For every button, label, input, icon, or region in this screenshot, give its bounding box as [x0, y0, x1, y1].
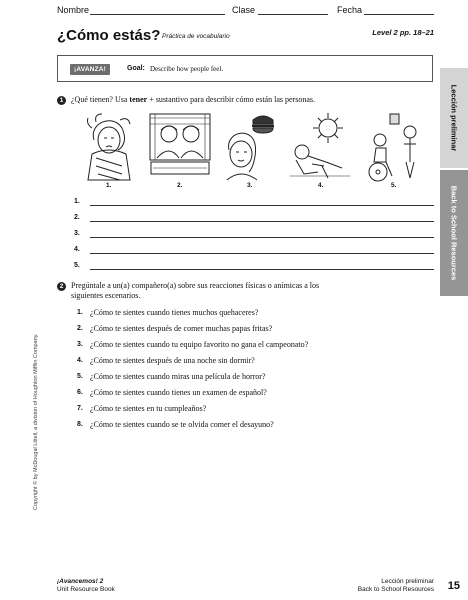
name-field[interactable] — [90, 14, 225, 15]
name-label: Nombre — [57, 5, 90, 15]
answer-line-label: 3. — [74, 230, 80, 237]
footer-section-line2: Back to School Resources — [357, 586, 434, 593]
question-number: 8. — [77, 421, 83, 428]
people-thirsty-icon — [362, 110, 426, 184]
picture-label: 4. — [318, 182, 324, 189]
question-text: ¿Cómo te sientes cuando tienes muchos quehaceres? — [90, 308, 259, 317]
answer-line-label: 1. — [74, 198, 80, 205]
picture-label: 1. — [106, 182, 112, 189]
girl-hungry-hamburger-icon — [219, 110, 279, 184]
question-text: ¿Cómo te sientes cuando tu equipo favorito no gana el campeonato? — [90, 340, 309, 349]
question-number: 3. — [77, 341, 83, 348]
answer-line[interactable] — [90, 221, 434, 222]
two-boys-window-icon — [147, 110, 213, 184]
question-number: 4. — [77, 357, 83, 364]
level-reference: Level 2 pp. 18–21 — [372, 28, 434, 37]
goal-text: Describe how people feel. — [150, 65, 224, 73]
question-text: ¿Cómo te sientes después de una noche sin dormir? — [90, 356, 255, 365]
section-1-number: 1 — [57, 96, 66, 105]
page-subtitle: Práctica de vocabulario — [162, 33, 230, 40]
question-number: 7. — [77, 405, 83, 412]
section-2-number: 2 — [57, 282, 66, 291]
footer-book — [57, 578, 115, 594]
question-number: 6. — [77, 389, 83, 396]
picture-label: 2. — [177, 182, 183, 189]
page-number: 15 — [447, 580, 460, 592]
question-text: ¿Cómo te sientes cuando tienes un examen de español? — [90, 388, 267, 397]
class-label: Clase — [232, 5, 256, 15]
avanza-badge: ¡AVANZA! — [70, 64, 110, 75]
tab-label: Lección preliminar — [449, 84, 459, 152]
answer-line[interactable] — [90, 205, 434, 206]
date-field[interactable] — [364, 14, 434, 15]
picture-label: 5. — [391, 182, 397, 189]
section-1-instructions: ¿Qué tienen? Usa tener + sustantivo para describir cómo están las personas. — [71, 95, 315, 104]
date-label: Fecha — [337, 5, 363, 15]
question-number: 2. — [77, 325, 83, 332]
tab-label: Back to School Resources — [449, 185, 459, 281]
page-title: ¿Cómo estás? — [57, 27, 161, 44]
question-text: ¿Cómo te sientes después de comer muchas papas fritas? — [90, 324, 273, 333]
section-2-instructions-line1: Pregúntale a un(a) compañero(a) sobre sus reacciones físicas o anímicas a los — [71, 281, 320, 290]
cold-person-icon — [80, 110, 138, 184]
tab-leccion-preliminar — [440, 68, 468, 168]
question-number: 5. — [77, 373, 83, 380]
section-2-instructions-line2: siguientes escenarios. — [71, 291, 141, 300]
answer-line-label: 4. — [74, 246, 80, 253]
picture-label: 3. — [247, 182, 253, 189]
footer-book-subtitle: Unit Resource Book — [57, 586, 115, 593]
answer-line-label: 5. — [74, 262, 80, 269]
footer-book-title: ¡Avancemos! 2 — [57, 578, 104, 585]
question-text: ¿Cómo te sientes en tu cumpleaños? — [90, 404, 207, 413]
class-field[interactable] — [258, 14, 328, 15]
goal-label: Goal: — [127, 65, 145, 72]
tab-back-to-school — [440, 170, 468, 296]
answer-line[interactable] — [90, 269, 434, 270]
question-text: ¿Cómo te sientes cuando se te olvida comer el desayuno? — [90, 420, 274, 429]
question-text: ¿Cómo te sientes cuando miras una película de horror? — [90, 372, 266, 381]
answer-line[interactable] — [90, 253, 434, 254]
answer-line[interactable] — [90, 237, 434, 238]
footer-section — [358, 578, 434, 594]
boy-hot-sun-icon — [288, 110, 352, 184]
question-number: 1. — [77, 309, 83, 316]
copyright-notice: Copyright © by McDougal Littell, a division of Houghton Mifflin Company. — [33, 333, 39, 510]
footer-section-line1: Lección preliminar — [381, 578, 434, 585]
answer-line-label: 2. — [74, 214, 80, 221]
goal-box — [57, 55, 433, 82]
